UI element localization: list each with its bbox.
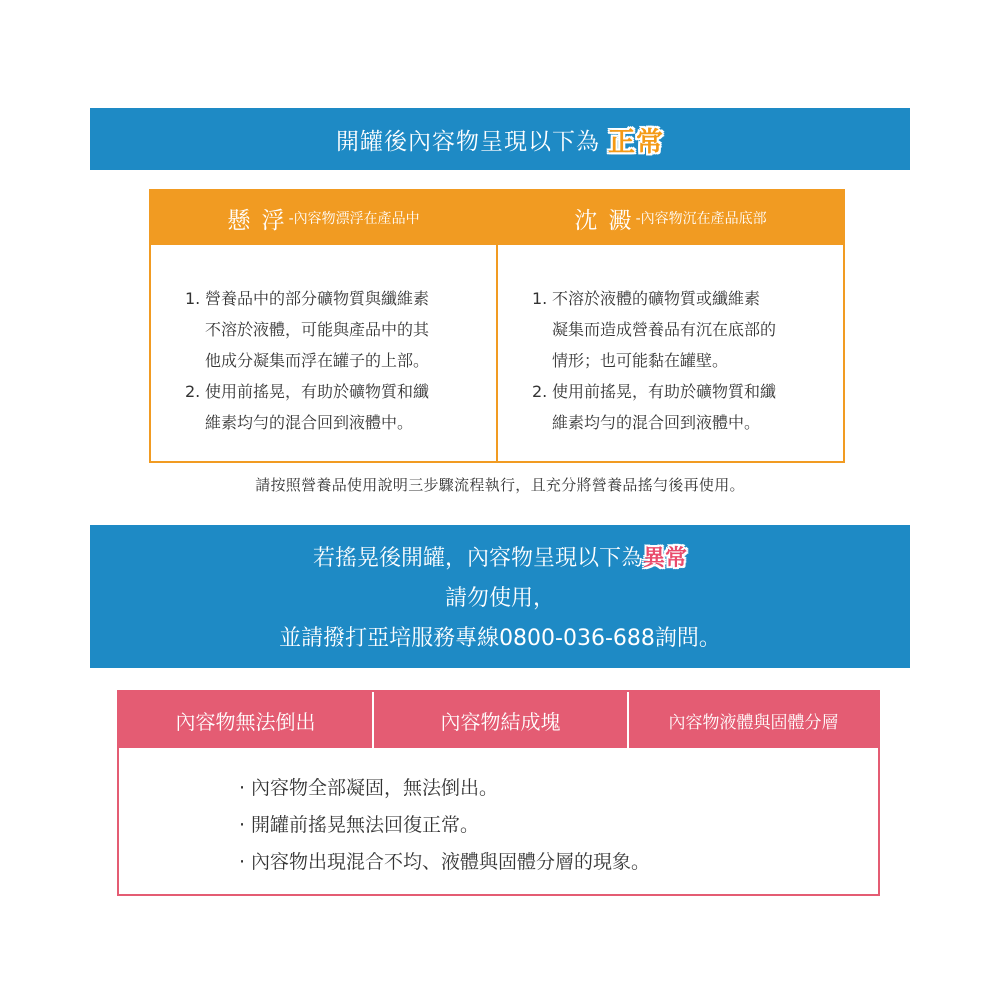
hotline-line: 並請撥打亞培服務專線0800-036-688詢問。 <box>279 626 721 651</box>
item-number: 2. <box>185 382 201 401</box>
list-item <box>532 376 843 438</box>
suspension-header <box>151 191 496 245</box>
item-text: 使用前搖晃，有助於礦物質和纖 維素均勻的混合回到液體中。 <box>205 382 430 432</box>
bullet-text: 開罐前搖晃無法回復正常。 <box>251 814 480 836</box>
abnormal-list <box>239 770 650 881</box>
list-item <box>239 807 650 844</box>
abnormal-highlight: 異常 <box>643 546 688 571</box>
bullet: ‧ <box>239 851 246 873</box>
normal-conditions-table <box>149 189 845 463</box>
normal-header-text: 開罐後內容物呈現以下為 <box>336 128 600 155</box>
tab-cannot-pour: 內容物無法倒出 <box>175 709 316 734</box>
item-text: 使用前搖晃，有助於礦物質和纖 維素均勻的混合回到液體中。 <box>552 382 777 432</box>
bullet: ‧ <box>239 777 246 799</box>
usage-note: 請按照營養品使用說明三步驟流程執行，且充分將營養品搖勻後再使用。 <box>255 476 745 494</box>
abnormal-line-2: 請勿使用， <box>444 586 555 611</box>
item-text: 營養品中的部分礦物質與纖維素 不溶於液體，可能與產品中的其 他成分凝集而浮在罐子的上部。 <box>205 289 430 370</box>
bullet: ‧ <box>239 814 246 836</box>
list-item <box>185 376 496 438</box>
abnormal-header-banner <box>90 525 910 668</box>
sediment-column <box>496 191 843 461</box>
list-item <box>239 844 650 881</box>
list-item <box>239 770 650 807</box>
normal-header-banner <box>90 108 910 170</box>
list-item <box>532 283 843 376</box>
item-number: 1. <box>532 289 548 308</box>
item-text: 不溶於液體的礦物質或纖維素 凝集而造成營養品有沉在底部的 情形；也可能黏在罐壁。 <box>552 289 777 370</box>
sediment-title: 沈 澱 <box>574 207 634 234</box>
tab-separated: 內容物液體與固體分層 <box>627 692 878 748</box>
tab-clumped: 內容物結成塊 <box>372 692 627 748</box>
abnormal-line-1 <box>90 541 910 572</box>
list-item <box>185 283 496 376</box>
normal-highlight: 正常 <box>608 126 664 158</box>
suspension-title: 懸 浮 <box>227 207 287 234</box>
suspension-column <box>151 191 496 461</box>
abnormal-conditions-table <box>117 690 880 896</box>
suspension-subtitle: -內容物漂浮在產品中 <box>288 211 420 227</box>
item-number: 2. <box>532 382 548 401</box>
suspension-body <box>151 245 496 438</box>
sediment-subtitle: -內容物沉在產品底部 <box>635 211 767 227</box>
sediment-body <box>498 245 843 438</box>
abnormal-tabs <box>119 692 878 748</box>
sediment-header <box>498 191 843 245</box>
bullet-text: 內容物全部凝固，無法倒出。 <box>251 777 499 799</box>
bullet-text: 內容物出現混合不均、液體與固體分層的現象。 <box>251 851 651 873</box>
item-number: 1. <box>185 289 201 308</box>
abnormal-header-text: 若搖晃後開罐，內容物呈現以下為 <box>312 546 643 571</box>
